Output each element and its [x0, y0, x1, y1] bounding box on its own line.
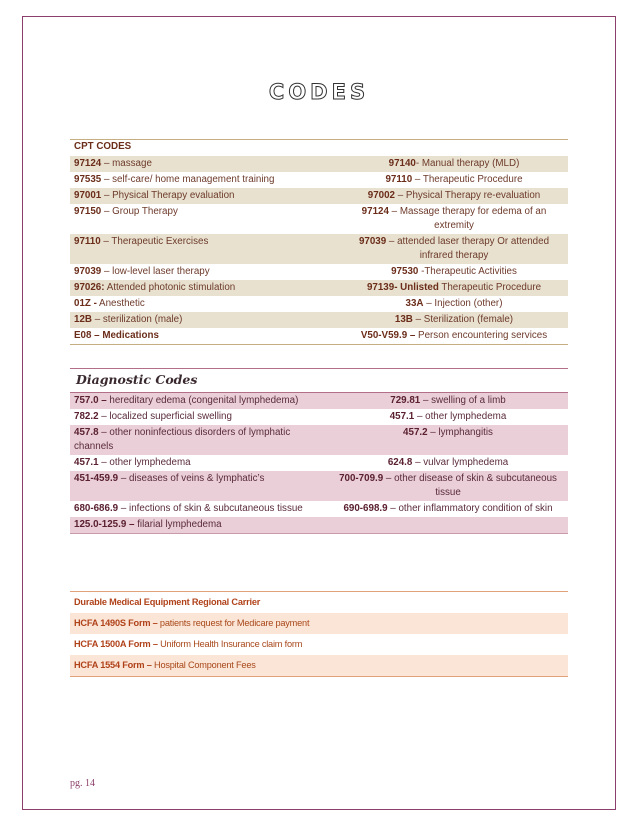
- code-number: 97002: [367, 190, 396, 201]
- table-row: [70, 312, 568, 328]
- code-number: 680-686.9: [74, 503, 119, 514]
- code-number: 729.81: [390, 395, 421, 406]
- code-cell-right: [340, 172, 568, 188]
- code-number: 97139- Unlisted: [366, 282, 439, 293]
- code-description: – other inflammatory condition of skin: [387, 503, 553, 514]
- code-cell-left: [70, 172, 340, 188]
- code-cell-right: [328, 517, 568, 534]
- diagnostic-codes-table: [70, 368, 568, 534]
- code-number: 97150: [74, 206, 102, 217]
- code-cell-left: [70, 296, 340, 312]
- code-description: -Therapeutic Activities: [418, 266, 517, 277]
- code-number: 457.1: [389, 411, 415, 422]
- code-cell-right: [340, 280, 568, 296]
- code-cell-right: [340, 312, 568, 328]
- code-description: – low-level laser therapy: [101, 266, 210, 277]
- code-cell-left: [70, 471, 328, 501]
- form-number: HCFA 1490S Form –: [74, 618, 158, 628]
- code-description: Person encountering services: [415, 330, 548, 341]
- code-cell-right: [340, 264, 568, 280]
- code-cell-left: [70, 280, 340, 296]
- code-cell-left: [70, 312, 340, 328]
- code-number: V50-V59.9 –: [360, 330, 416, 341]
- table-header-row: [70, 369, 568, 393]
- code-description: – Sterilization (female): [412, 314, 514, 325]
- form-number: HCFA 1500A Form –: [74, 639, 158, 649]
- code-description: – massage: [101, 158, 152, 169]
- code-number: 97039: [74, 266, 102, 277]
- code-cell-right: [328, 455, 568, 471]
- code-cell-right: [340, 296, 568, 312]
- code-number: 97110: [385, 174, 413, 185]
- code-cell-left: [70, 393, 328, 410]
- form-description: Hospital Component Fees: [151, 660, 256, 670]
- page-number: pg. 14: [70, 778, 95, 789]
- code-cell-left: [70, 328, 340, 345]
- form-description: Uniform Health Insurance claim form: [157, 639, 303, 649]
- code-cell-left: [70, 204, 340, 234]
- code-number: 624.8: [387, 457, 413, 468]
- table-row: [70, 613, 568, 634]
- code-cell-right: [328, 393, 568, 410]
- code-description: – Therapeutic Procedure: [412, 174, 523, 185]
- table-row: [70, 501, 568, 517]
- code-number: 97110: [74, 236, 101, 247]
- code-number: 457.8: [74, 427, 99, 438]
- code-description: – Physical Therapy re-evaluation: [395, 190, 541, 201]
- code-cell-right: [328, 501, 568, 517]
- table-row: [70, 234, 568, 264]
- code-description: hereditary edema (congenital lymphedema): [106, 395, 299, 406]
- code-number: E08 – Medications: [74, 330, 159, 341]
- code-number: 782.2: [74, 411, 99, 422]
- table-row: [70, 455, 568, 471]
- code-description: – Physical Therapy evaluation: [101, 190, 235, 201]
- code-number: 125.0-125.9 –: [74, 519, 135, 530]
- page-title: CODES: [268, 80, 370, 104]
- table-row: [70, 634, 568, 655]
- table-row: [70, 296, 568, 312]
- code-number: 451-459.9: [74, 473, 119, 484]
- dme-header: Durable Medical Equipment Regional Carrier: [74, 597, 261, 607]
- code-description: – diseases of veins & lymphatic’s: [118, 473, 265, 484]
- code-number: 01Z -: [74, 298, 97, 309]
- table-row: [70, 328, 568, 345]
- code-cell-right: [340, 188, 568, 204]
- code-number: 97001: [74, 190, 102, 201]
- form-description: patients request for Medicare payment: [157, 618, 310, 628]
- code-number: 690-698.9: [343, 503, 388, 514]
- code-description: – other disease of skin & subcutaneous tissue: [383, 473, 557, 498]
- code-description: – sterilization (male): [91, 314, 183, 325]
- code-description: – swelling of a limb: [420, 395, 506, 406]
- code-description: – other lymphedema: [414, 411, 507, 422]
- code-number: 97039: [358, 236, 387, 247]
- code-number: 757.0 –: [74, 395, 107, 406]
- table-header-row: [70, 592, 568, 614]
- code-description: – other lymphedema: [98, 457, 191, 468]
- code-cell-right: [340, 234, 568, 264]
- table-row: [70, 204, 568, 234]
- dme-table: [70, 591, 568, 677]
- code-description: – attended laser therapy Or attended infrared therapy: [386, 236, 550, 261]
- code-description: – Group Therapy: [101, 206, 178, 217]
- code-description: – vulvar lymphedema: [412, 457, 509, 468]
- code-cell-left: [70, 188, 340, 204]
- form-cell: [70, 613, 568, 634]
- code-description: – infections of skin & subcutaneous tissue: [118, 503, 303, 514]
- code-cell-right: [328, 409, 568, 425]
- cpt-codes-table: [70, 139, 568, 345]
- code-description: Therapeutic Procedure: [438, 282, 542, 293]
- code-cell-left: [70, 264, 340, 280]
- code-cell-left: [70, 425, 328, 455]
- code-description: – other noninfectious disorders of lymphatic channels: [74, 427, 291, 452]
- code-cell-left: [70, 234, 340, 264]
- code-description: – Therapeutic Exercises: [100, 236, 209, 247]
- code-cell-left: [70, 455, 328, 471]
- table-row: [70, 188, 568, 204]
- code-description: filarial lymphedema: [134, 519, 222, 530]
- table-row: [70, 280, 568, 296]
- table-row: [70, 393, 568, 410]
- diagnostic-header: Diagnostic Codes: [76, 372, 198, 387]
- code-number: 97140: [388, 158, 416, 169]
- code-number: 33A: [405, 298, 424, 309]
- code-number: 97124: [361, 206, 389, 217]
- code-description: – localized superficial swelling: [98, 411, 232, 422]
- code-number: 97026:: [74, 282, 105, 293]
- code-number: 13B: [394, 314, 413, 325]
- code-cell-left: [70, 409, 328, 425]
- table-row: [70, 655, 568, 677]
- code-number: 97124: [74, 158, 102, 169]
- code-cell-left: [70, 156, 340, 172]
- code-cell-right: [328, 471, 568, 501]
- table-row: [70, 156, 568, 172]
- code-cell-left: [70, 501, 328, 517]
- code-number: 457.1: [74, 457, 99, 468]
- code-description: Anesthetic: [96, 298, 145, 309]
- code-description: Attended photonic stimulation: [104, 282, 236, 293]
- table-row: [70, 471, 568, 501]
- table-row: [70, 517, 568, 534]
- code-cell-right: [340, 204, 568, 234]
- code-cell-right: [328, 425, 568, 455]
- code-number: 97535: [74, 174, 102, 185]
- code-description: – Injection (other): [423, 298, 503, 309]
- table-row: [70, 425, 568, 455]
- code-description: - Manual therapy (MLD): [415, 158, 520, 169]
- form-cell: [70, 634, 568, 655]
- table-header-row: [70, 140, 568, 157]
- code-number: 457.2: [403, 427, 428, 438]
- cpt-header: CPT CODES: [74, 141, 132, 152]
- code-description: – Massage therapy for edema of an extremity: [388, 206, 547, 231]
- code-description: – lymphangitis: [427, 427, 493, 438]
- code-number: 97530: [391, 266, 419, 277]
- code-cell-right: [340, 328, 568, 345]
- code-description: – self-care/ home management training: [101, 174, 275, 185]
- table-row: [70, 264, 568, 280]
- code-cell-right: [340, 156, 568, 172]
- code-number: 12B: [74, 314, 92, 325]
- table-row: [70, 172, 568, 188]
- code-cell-left: [70, 517, 328, 534]
- code-number: 700-709.9: [339, 473, 384, 484]
- form-number: HCFA 1554 Form –: [74, 660, 152, 670]
- form-cell: [70, 655, 568, 677]
- table-row: [70, 409, 568, 425]
